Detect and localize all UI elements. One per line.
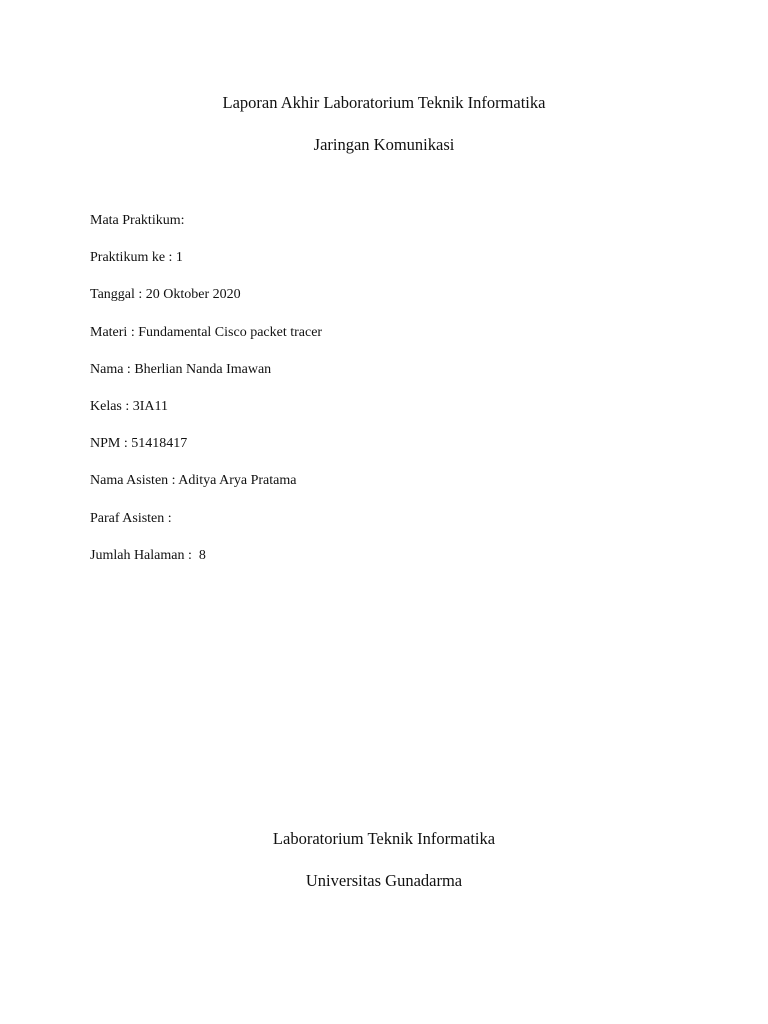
report-fields <box>90 211 322 583</box>
report-title: Laporan Akhir Laboratorium Teknik Informatika <box>222 93 546 112</box>
field-npm: NPM : 51418417 <box>90 436 188 452</box>
footer-lab-name: Laboratorium Teknik Informatika <box>272 829 496 848</box>
field-nama-asisten: Nama Asisten : Aditya Arya Pratama <box>90 473 297 489</box>
field-jumlah-halaman: Jumlah Halaman : 8 <box>90 547 206 563</box>
field-tanggal: Tanggal : 20 Oktober 2020 <box>90 287 241 303</box>
course-subtitle: Jaringan Komunikasi <box>313 135 455 154</box>
field-paraf-asisten: Paraf Asisten : <box>90 510 172 526</box>
field-materi: Materi : Fundamental Cisco packet tracer <box>90 324 323 340</box>
field-praktikum-ke: Praktikum ke : 1 <box>90 250 183 266</box>
field-mata-praktikum: Mata Praktikum: <box>90 213 185 228</box>
field-nama: Nama : Bherlian Nanda Imawan <box>90 361 272 377</box>
field-kelas: Kelas : 3IA11 <box>90 398 169 414</box>
footer-university-name: Universitas Gunadarma <box>305 871 463 890</box>
